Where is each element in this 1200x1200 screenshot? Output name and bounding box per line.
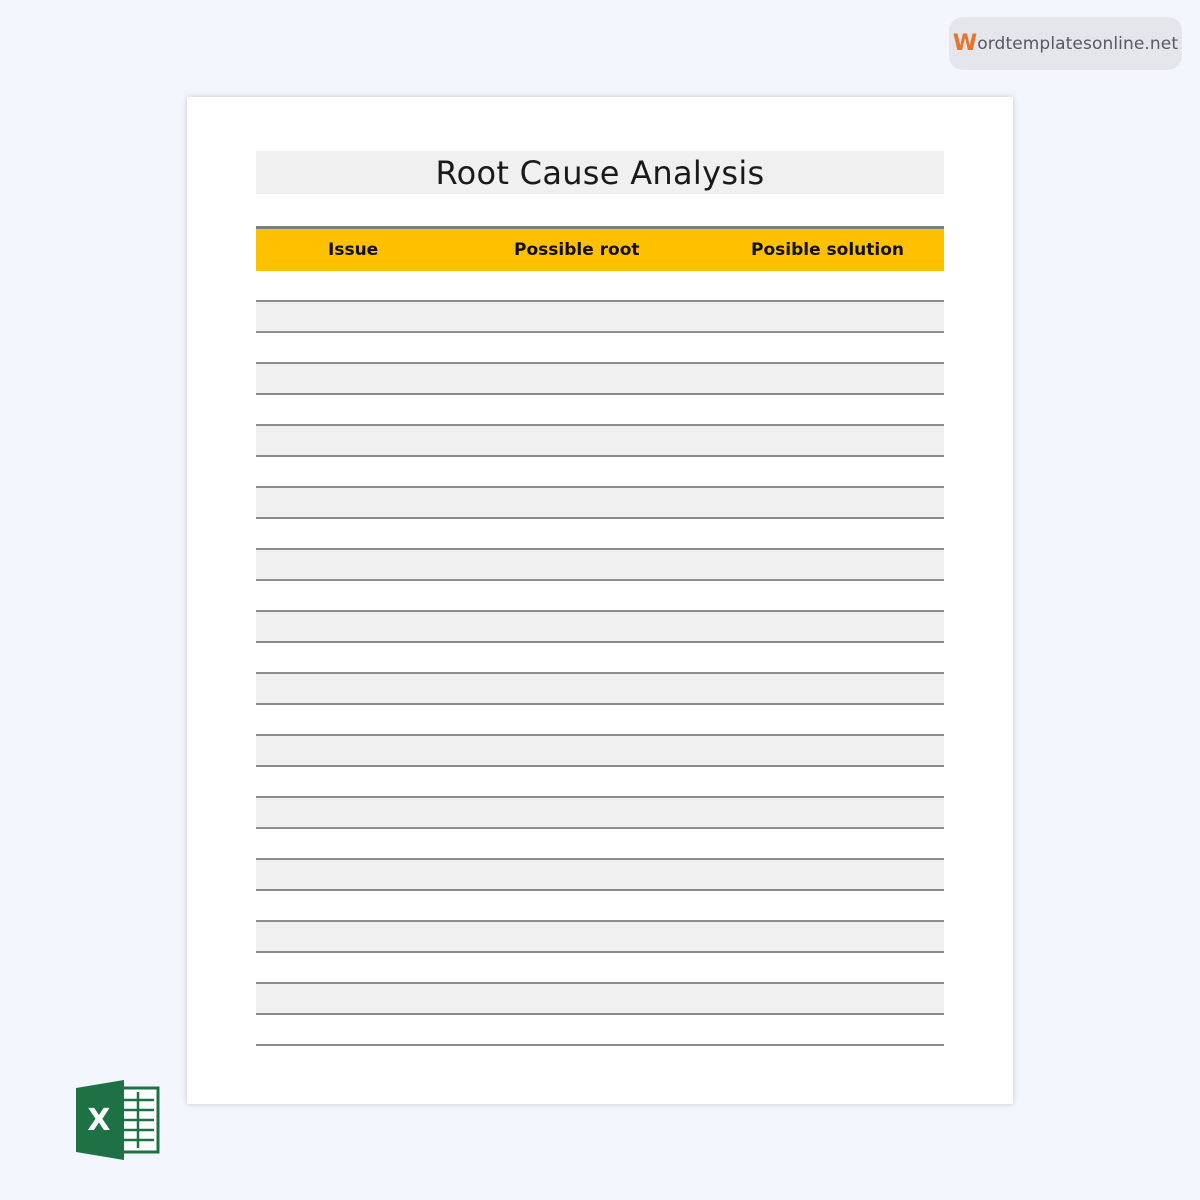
table-row: [256, 674, 944, 705]
table-row: [256, 488, 944, 519]
watermark-badge: [949, 17, 1182, 70]
table-row: [256, 767, 944, 798]
table-row: [256, 643, 944, 674]
table-row: [256, 736, 944, 767]
table-row: [256, 984, 944, 1015]
watermark-logo-letter: W: [952, 31, 978, 56]
table-row: [256, 364, 944, 395]
column-header-possible-root: Possible root: [514, 240, 640, 260]
table-row: [256, 953, 944, 984]
column-header-possible-solution: Posible solution: [751, 240, 904, 260]
watermark-text: ordtemplatesonline.net: [977, 33, 1179, 54]
title-bar: [256, 151, 944, 194]
table-header: [256, 226, 944, 271]
table-row: [256, 302, 944, 333]
table-row: [256, 395, 944, 426]
table-row: [256, 829, 944, 860]
table-row: [256, 550, 944, 581]
table-row: [256, 426, 944, 457]
table-row: [256, 891, 944, 922]
svg-text:X: X: [87, 1103, 111, 1138]
table-row: [256, 705, 944, 736]
table-row: [256, 860, 944, 891]
table-row: [256, 798, 944, 829]
table-row: [256, 1015, 944, 1046]
table-body: [256, 271, 944, 1046]
excel-icon: [76, 1078, 160, 1162]
table-row: [256, 922, 944, 953]
table-row: [256, 457, 944, 488]
table-row: [256, 519, 944, 550]
table-row: [256, 612, 944, 643]
page-title: Root Cause Analysis: [435, 153, 765, 192]
document-page: [187, 97, 1013, 1104]
table-row: [256, 271, 944, 302]
table-row: [256, 581, 944, 612]
table-row: [256, 333, 944, 364]
column-header-issue: Issue: [328, 240, 379, 260]
